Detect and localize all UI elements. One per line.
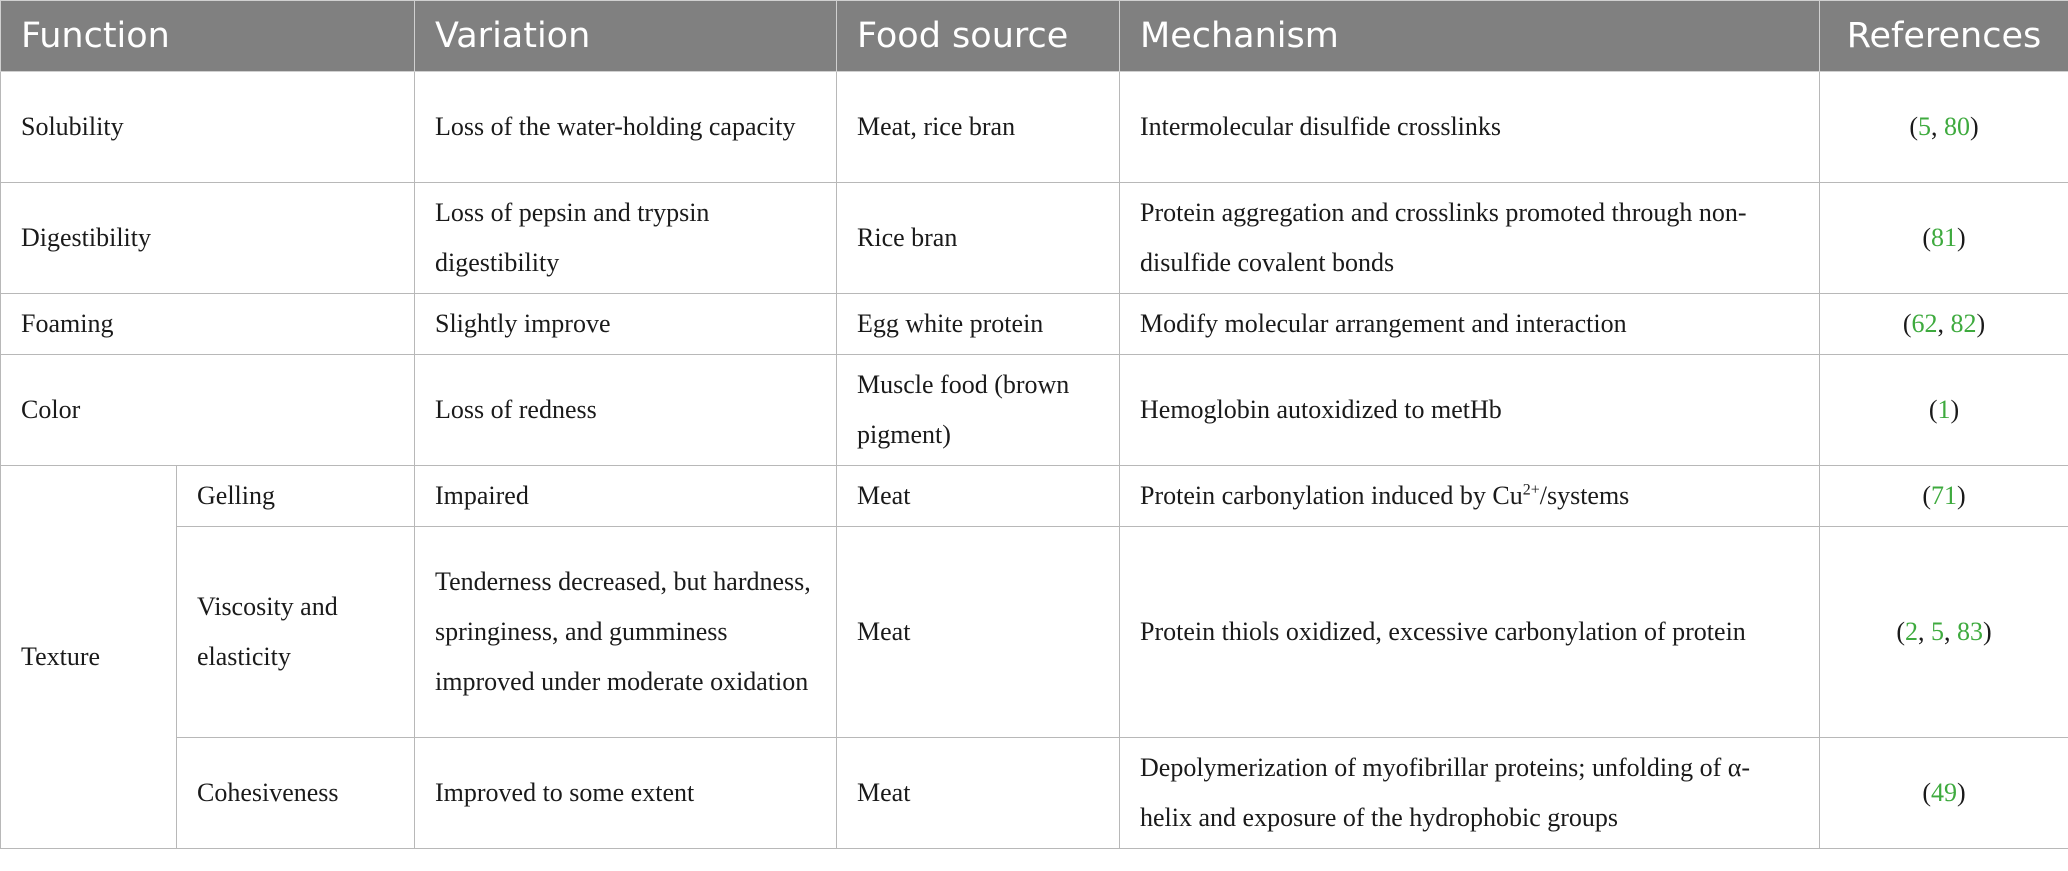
- table-row: [1, 738, 2068, 849]
- sub-function-cell: Gelling: [177, 466, 415, 527]
- function-cell-texture: Texture: [1, 466, 177, 849]
- mechanism-cell: Protein thiols oxidized, excessive carbonylation of protein: [1120, 527, 1820, 738]
- mechanism-cell: Hemoglobin autoxidized to metHb: [1120, 355, 1820, 466]
- table-row: [1, 183, 2068, 294]
- table-row: [1, 72, 2068, 183]
- references-cell: [1820, 183, 2068, 294]
- food-source-cell: Rice bran: [837, 183, 1120, 294]
- mechanism-cell: Depolymerization of myofibrillar proteins; unfolding of α-helix and exposure of the hydrophobic groups: [1120, 738, 1820, 849]
- mechanism-cell: Intermolecular disulfide crosslinks: [1120, 72, 1820, 183]
- ref-close-paren: ): [1957, 481, 1966, 510]
- reference-link[interactable]: 83: [1957, 617, 1983, 646]
- reference-link[interactable]: 5: [1918, 112, 1931, 141]
- food-source-cell: Meat: [837, 738, 1120, 849]
- ref-close-paren: ): [1950, 395, 1960, 424]
- ref-close-paren: ): [1976, 309, 1986, 338]
- superscript-charge: 2+: [1522, 481, 1540, 499]
- ref-open-paren: (: [1902, 309, 1912, 338]
- ref-close-paren: ): [1970, 112, 1979, 141]
- food-source-cell: Egg white protein: [837, 294, 1120, 355]
- references-cell: [1820, 294, 2068, 355]
- references-cell: [1820, 527, 2068, 738]
- variation-cell: Improved to some extent: [415, 738, 837, 849]
- variation-cell: Tenderness decreased, but hardness, springiness, and gumminess improved under moderate oxidation: [415, 527, 837, 738]
- mechanism-cell: [1120, 466, 1820, 527]
- function-cell: Color: [1, 355, 415, 466]
- reference-link[interactable]: 1: [1937, 395, 1951, 424]
- ref-open-paren: (: [1922, 481, 1931, 510]
- variation-cell: Slightly improve: [415, 294, 837, 355]
- reference-link[interactable]: 62: [1911, 309, 1938, 338]
- table-row: [1, 294, 2068, 355]
- references-cell: [1820, 738, 2068, 849]
- table-row: [1, 527, 2068, 738]
- reference-link[interactable]: 82: [1950, 309, 1977, 338]
- ref-open-paren: (: [1909, 112, 1918, 141]
- variation-cell: Loss of the water-holding capacity: [415, 72, 837, 183]
- ref-close-paren: ): [1957, 223, 1966, 252]
- header-function: Function: [1, 1, 415, 72]
- ref-separator: ,: [1931, 112, 1944, 141]
- mechanism-cell: Modify molecular arrangement and interaction: [1120, 294, 1820, 355]
- function-cell: Digestibility: [1, 183, 415, 294]
- header-references: References: [1820, 1, 2068, 72]
- sub-function-cell: Viscosity and elasticity: [177, 527, 415, 738]
- ref-open-paren: (: [1928, 395, 1938, 424]
- mechanism-text: Protein carbonylation induced by Cu: [1140, 481, 1523, 510]
- references-cell: [1820, 466, 2068, 527]
- reference-link[interactable]: 49: [1931, 778, 1957, 807]
- ref-separator: ,: [1937, 309, 1951, 338]
- ref-open-paren: (: [1922, 778, 1931, 807]
- reference-link[interactable]: 2: [1905, 617, 1918, 646]
- variation-cell: Impaired: [415, 466, 837, 527]
- reference-link[interactable]: 80: [1944, 112, 1970, 141]
- ref-close-paren: ): [1983, 617, 1992, 646]
- food-source-cell: Meat: [837, 466, 1120, 527]
- food-source-cell: Meat: [837, 527, 1120, 738]
- table-row: [1, 466, 2068, 527]
- function-cell: Foaming: [1, 294, 415, 355]
- sub-function-cell: Cohesiveness: [177, 738, 415, 849]
- variation-cell: Loss of redness: [415, 355, 837, 466]
- references-cell: [1820, 72, 2068, 183]
- ref-open-paren: (: [1922, 223, 1931, 252]
- reference-link[interactable]: 71: [1931, 481, 1957, 510]
- header-row: [1, 1, 2068, 72]
- header-mechanism: Mechanism: [1120, 1, 1820, 72]
- reference-link[interactable]: 5: [1931, 617, 1944, 646]
- ref-separator: ,: [1944, 617, 1957, 646]
- ref-open-paren: (: [1896, 617, 1905, 646]
- function-cell: Solubility: [1, 72, 415, 183]
- references-cell: [1820, 355, 2068, 466]
- header-variation: Variation: [415, 1, 837, 72]
- header-food-source: Food source: [837, 1, 1120, 72]
- mechanism-text-suffix: /systems: [1539, 481, 1630, 510]
- food-source-cell: Meat, rice bran: [837, 72, 1120, 183]
- food-source-cell: Muscle food (brown pigment): [837, 355, 1120, 466]
- variation-cell: Loss of pepsin and trypsin digestibility: [415, 183, 837, 294]
- table-row: [1, 355, 2068, 466]
- reference-link[interactable]: 81: [1931, 223, 1957, 252]
- ref-separator: ,: [1918, 617, 1931, 646]
- ref-close-paren: ): [1957, 778, 1966, 807]
- mechanism-cell: Protein aggregation and crosslinks promoted through non-disulfide covalent bonds: [1120, 183, 1820, 294]
